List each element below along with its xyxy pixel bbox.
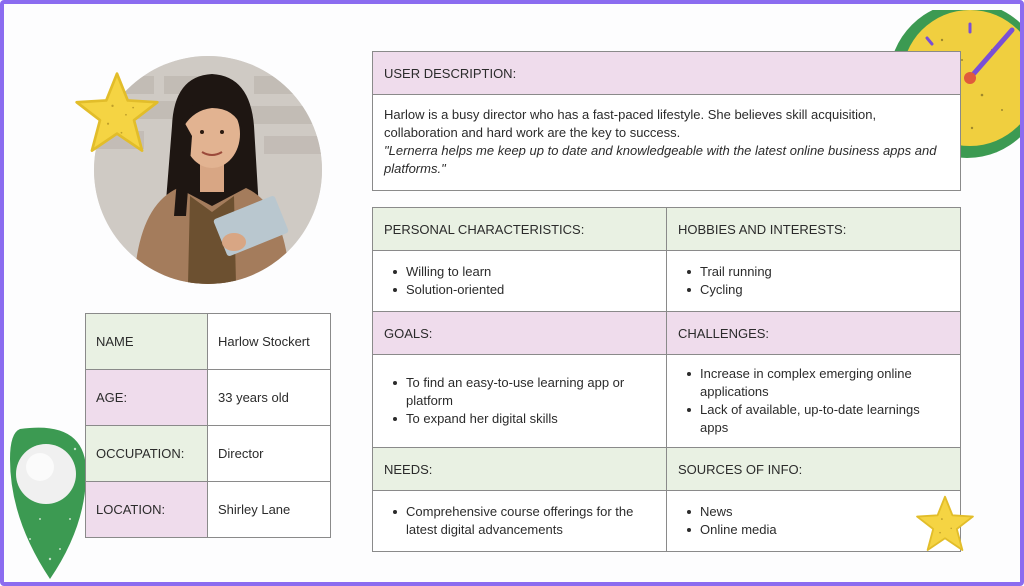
list-item: Lack of available, up-to-date learnings apps [687,401,949,437]
needs-heading: NEEDS: [373,448,667,491]
table-row [373,491,961,552]
name-label: NAME [86,314,208,370]
table-row [86,482,331,538]
table-row [373,312,961,355]
table-row [86,314,331,370]
list-item: Increase in complex emerging online applications [687,365,949,401]
personal-characteristics-list [373,251,667,312]
user-description-box [372,51,961,191]
list-item: Solution-oriented [393,281,655,299]
list-item: To expand her digital skills [393,410,655,428]
table-row [373,251,961,312]
star-icon [72,70,162,156]
list-item: Online media [687,521,949,539]
star-icon [914,494,976,554]
list-item: Comprehensive course offerings for the latest digital advancements [393,503,655,539]
goals-list [373,355,667,448]
challenges-list [667,355,961,448]
name-value: Harlow Stockert [208,314,331,370]
age-label: AGE: [86,370,208,426]
table-row [373,448,961,491]
persona-details-grid [372,207,961,552]
profile-info-table [85,313,331,538]
user-quote: "Lernerra helps me keep up to date and knowledgeable with the latest online business apps and platforms." [384,143,937,176]
table-row [86,426,331,482]
table-row [373,208,961,251]
age-value: 33 years old [208,370,331,426]
goals-heading: GOALS: [373,312,667,355]
hobbies-list [667,251,961,312]
user-description-heading: USER DESCRIPTION: [373,52,960,95]
personal-characteristics-heading: PERSONAL CHARACTERISTICS: [373,208,667,251]
list-item: To find an easy-to-use learning app or platform [393,374,655,410]
occupation-label: OCCUPATION: [86,426,208,482]
list-item: Willing to learn [393,263,655,281]
location-pin-icon [10,419,92,584]
user-description-text: Harlow is a busy director who has a fast-paced lifestyle. She believes skill acquisition, collaboration and hard work are the key to success. [384,107,877,140]
occupation-value: Director [208,426,331,482]
sources-heading: SOURCES OF INFO: [667,448,961,491]
user-description-body [373,95,960,190]
table-row [86,370,331,426]
needs-list [373,491,667,552]
list-item: Cycling [687,281,949,299]
challenges-heading: CHALLENGES: [667,312,961,355]
list-item: News [687,503,949,521]
location-label: LOCATION: [86,482,208,538]
hobbies-heading: HOBBIES AND INTERESTS: [667,208,961,251]
list-item: Trail running [687,263,949,281]
location-value: Shirley Lane [208,482,331,538]
table-row [373,355,961,448]
